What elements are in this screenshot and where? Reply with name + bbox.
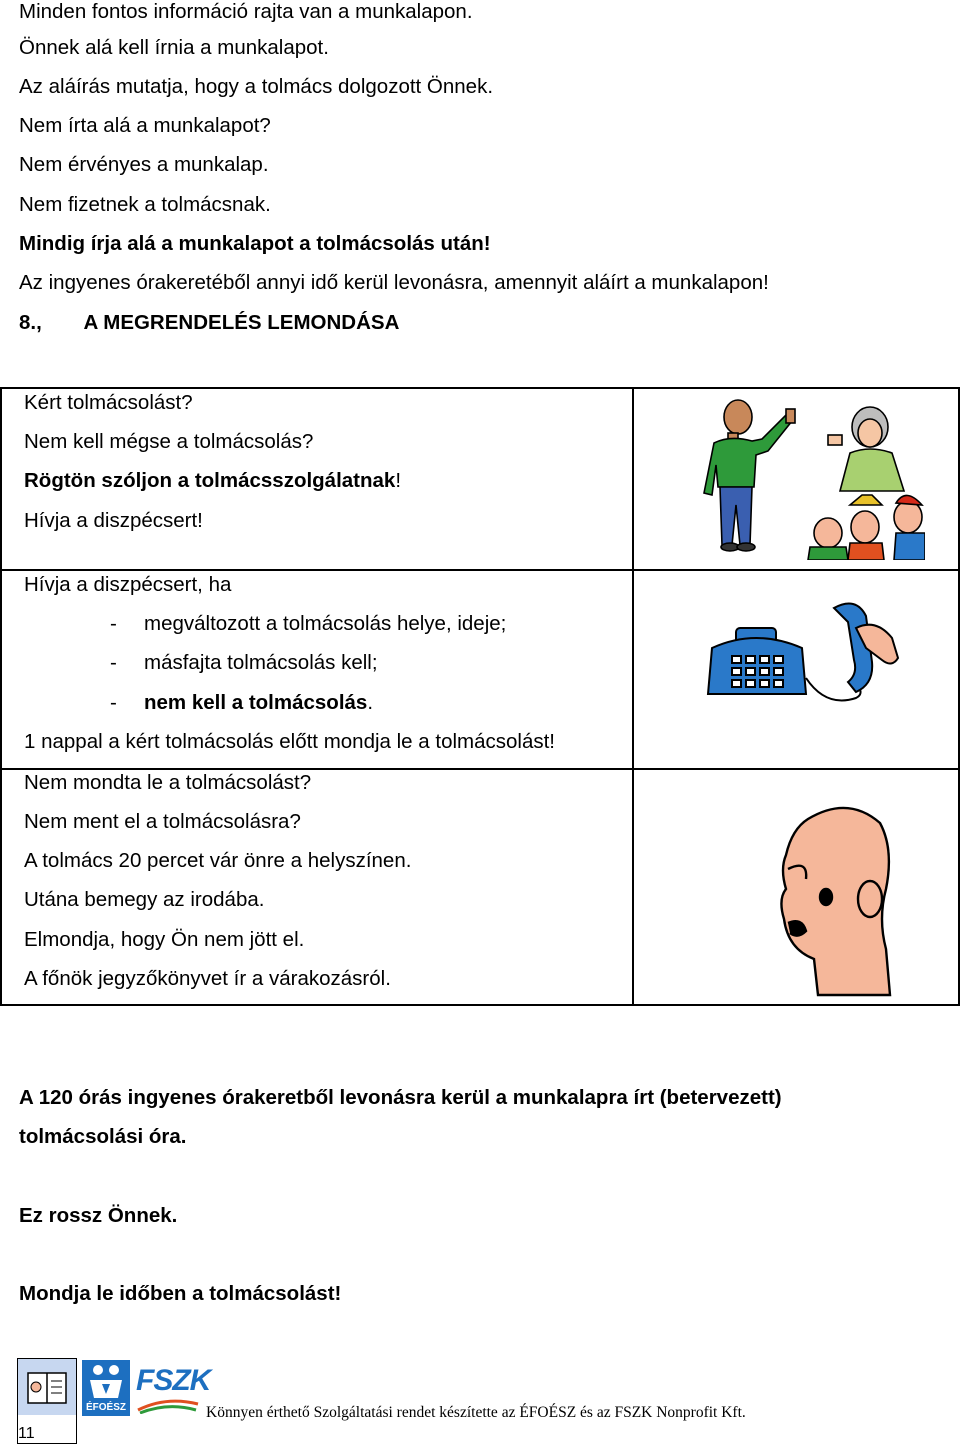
bottom-para2: Ez rossz Önnek. <box>19 1204 178 1227</box>
bottom-para1-line2: tolmácsolási óra. <box>19 1125 187 1148</box>
bottom-para3: Mondja le időben a tolmácsolást! <box>19 1282 342 1305</box>
bullet-item: másfajta tolmácsolás kell; <box>144 651 378 674</box>
box1-line: Hívja a diszpécsert! <box>24 509 203 532</box>
speaking-head-icon <box>778 799 894 997</box>
fszk-logo <box>136 1362 211 1416</box>
efoesz-logo-text: ÉFOÉSZ <box>85 1402 126 1413</box>
bold-bullet-text: nem kell a tolmácsolás <box>144 691 368 714</box>
person-and-group-icon <box>700 395 925 560</box>
bottom-para1-line1: A 120 órás ingyenes órakeretből levonásra kerül a munkalapra írt (betervezett) <box>19 1086 782 1109</box>
box1-line: Kért tolmácsolást? <box>24 391 193 414</box>
intro-line-bold: Mindig írja alá a munkalapot a tolmácsolás után! <box>19 232 491 255</box>
box3-line: A főnök jegyzőkönyvet ír a várakozásról. <box>24 967 391 990</box>
fszk-swoosh-icon <box>136 1398 200 1414</box>
box3-line: Elmondja, hogy Ön nem jött el. <box>24 928 305 951</box>
section-heading <box>19 311 399 335</box>
intro-line: Nem írta alá a munkalapot? <box>19 114 271 137</box>
box3-line: Utána bemegy az irodába. <box>24 888 265 911</box>
intro-line: Nem fizetnek a tolmácsnak. <box>19 193 271 216</box>
efoesz-figures-icon <box>82 1360 130 1402</box>
bullet-dash: - <box>110 691 117 714</box>
column-divider <box>632 770 634 1004</box>
box1-line: Nem kell mégse a tolmácsolás? <box>24 430 314 453</box>
box2-intro: Hívja a diszpécsert, ha <box>24 573 232 596</box>
telephone-icon <box>706 598 902 722</box>
intro-line: Minden fontos információ rajta van a munkalapon. <box>19 0 473 23</box>
box3-line: Nem mondta le a tolmácsolást? <box>24 771 312 794</box>
box2-closing: 1 nappal a kért tolmácsolás előtt mondja le a tolmácsolást! <box>24 730 555 753</box>
fszk-logo-text: FSZK <box>136 1364 211 1397</box>
box1-bold-suffix: ! <box>395 469 402 492</box>
footer-credit: Könnyen érthető Szolgáltatási rendet készítette az ÉFOÉSZ és az FSZK Nonprofit Kft. <box>206 1404 746 1421</box>
bold-bullet-suffix: . <box>367 691 374 714</box>
easy-read-icon <box>18 1359 76 1415</box>
efoesz-logo <box>82 1360 130 1416</box>
column-divider <box>632 389 634 569</box>
section-number: 8., <box>19 311 42 334</box>
box1-bold-text: Rögtön szóljon a tolmácsszolgálatnak <box>24 469 396 492</box>
footer-page-box <box>17 1358 77 1444</box>
page-number: 11 <box>18 1425 35 1442</box>
intro-line: Nem érvényes a munkalap. <box>19 153 269 176</box>
bullet-dash: - <box>110 651 117 674</box>
intro-line: Az ingyenes órakeretéből annyi idő kerül levonásra, amennyit aláírt a munkalapon! <box>19 271 769 294</box>
bullet-item-bold <box>144 691 373 715</box>
section-title: A MEGRENDELÉS LEMONDÁSA <box>83 311 400 334</box>
intro-line: Önnek alá kell írnia a munkalapot. <box>19 36 329 59</box>
intro-line: Az aláírás mutatja, hogy a tolmács dolgozott Önnek. <box>19 75 494 98</box>
bullet-dash: - <box>110 612 117 635</box>
box3-line: A tolmács 20 percet vár önre a helyszínen. <box>24 849 412 872</box>
box1-bold-line <box>24 469 401 493</box>
column-divider <box>632 571 634 768</box>
box3-line: Nem ment el a tolmácsolásra? <box>24 810 301 833</box>
bullet-item: megváltozott a tolmácsolás helye, ideje; <box>144 612 507 635</box>
